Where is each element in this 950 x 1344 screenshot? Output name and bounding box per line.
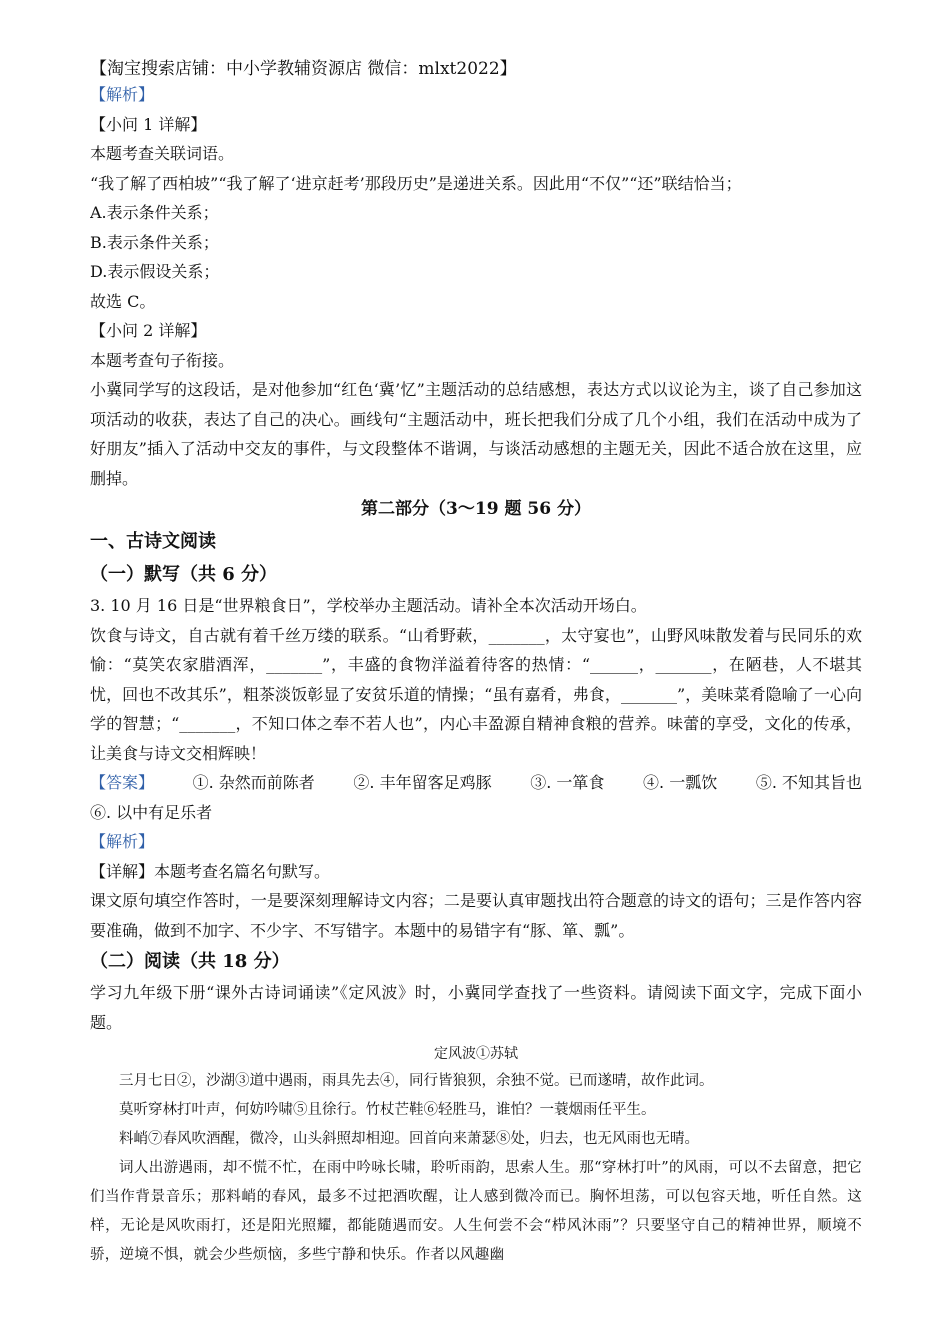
reading-intro: 学习九年级下册“课外古诗词诵读”《定风波》时，小冀同学查找了一些资料。请阅读下面文字，完成下面小题。 [90,983,862,1032]
sub2-title: （二）阅读（共 18 分） [90,951,290,972]
poem-stanza-2: 料峭⑦春风吹酒醒，微冷，山头斜照却相迎。回首向来萧瑟⑧处，归去，也无风雨也无晴。 [119,1131,699,1147]
q1-line-0: 本题考查关联词语。 [90,144,235,163]
q3-body: 饮食与诗文，自古就有着千丝万缕的联系。“山肴野蔌，_______，太守宴也”，山野风味散发着与民同乐的欢愉：“莫笑农家腊酒浑，_______”，丰盛的食物洋溢着待客的热情：“______，_______，在陋巷，人不堪其忧，回也不改其乐”，粗茶淡饭彰显了安贫乐道的情操；“虽有嘉肴，弗食，_______”，美味菜肴隐喻了一心向学的智慧；“_______，不知口体之奉不若人也”，内心丰盈源自精神食粮的营养。味蕾的享受，文化的传承，让美食与诗文交相辉映！ [90,625,862,763]
q3-detail-first: 本题考查名篇名句默写。 [154,861,331,881]
answer-label: 【答案】 [90,773,155,792]
q1-line-3: B.表示条件关系； [90,232,219,252]
q1-line-1: “我了解了西柏坡”“我了解了‘进京赶考’那段历史”是递进关系。因此用“不仅”“还”联结恰当； [90,173,742,193]
answer-6: ⑥. 以中有足乐者 [90,802,213,822]
sub1-title: （一）默写（共 6 分） [90,564,278,585]
answer-5: ⑤. 不知其旨也 [755,773,862,792]
analysis-label: 【解析】 [90,85,155,104]
q3-analysis-label: 【解析】 [90,832,155,851]
q1-line-5: 故选 C。 [90,291,156,311]
q1-line-4: D.表示假设关系； [90,262,220,281]
q1-detail-title: 【小问 1 详解】 [90,114,207,134]
store-header: 【淘宝搜索店铺：中小学教辅资源店 微信：mlxt2022】 [90,59,517,79]
poem-title: 定风波①苏轼 [434,1046,518,1062]
q3-detail-body: 课文原句填空作答时，一是要深刻理解诗文内容；二是要认真审题找出符合题意的诗文的语句；三是作答内容要准确，做到不加字、不少字、不写错字。本题中的易错字有“豚、箪、瓢”。 [90,891,862,940]
q2-detail-title: 【小问 2 详解】 [90,321,207,340]
section1-title: 一、古诗文阅读 [90,531,216,552]
q1-line-2: A.表示条件关系； [90,203,219,222]
answer-4: ④. 一瓢饮 [643,773,718,792]
q2-body: 小冀同学写的这段话，是对他参加“红色‘冀’忆”主题活动的总结感想，表达方式以议论为主，谈了自己参加这项活动的收获，表达了自己的决心。画线句“主题活动中，班长把我们分成了几个小组，我们在活动中成为了好朋友”插入了活动中交友的事件，与文段整体不谐调，与谈活动感想的主题无关，因此不适合放在这里，应删掉。 [90,380,862,488]
part2-title: 第二部分（3～19 题 56 分） [361,499,591,519]
q3-answer-row [90,768,862,798]
answer-3: ③. 一箪食 [530,773,605,792]
q3-detail-line [90,857,862,887]
q3-detail-label: 【详解】 [90,861,155,881]
poem-preface: 三月七日②，沙湖③道中遇雨，雨具先去④，同行皆狼狈，余独不觉。已而遂晴，故作此词。 [119,1073,714,1089]
answer-1: ①. 杂然而前陈者 [192,773,315,792]
answer-2: ②. 丰年留客足鸡豚 [353,773,492,792]
document-content [90,58,862,1270]
q3-stem: 3. 10 月 16 日是“世界粮食日”，学校举办主题活动。请补全本次活动开场白。 [90,596,647,615]
q2-intro: 本题考查句子衔接。 [90,350,235,370]
poem-stanza-1: 莫听穿林打叶声，何妨吟啸⑤且徐行。竹杖芒鞋⑥轻胜马，谁怕？一蓑烟雨任平生。 [119,1102,656,1118]
poem-commentary: 词人出游遇雨，却不慌不忙，在雨中吟咏长啸，聆听雨韵，思索人生。那“穿林打叶”的风雨，可以不去留意，把它们当作背景音乐；那料峭的春风，最多不过把酒吹醒，让人感到微冷而已。胸怀坦荡，可以包容天地，听任自然。这样，无论是风吹雨打，还是阳光照耀，都能随遇而安。人生何尝不会“栉风沐雨”？只要坚守自己的精神世界，顺境不骄，逆境不惧，就会少些烦恼，多些宁静和快乐。作者以风趣幽 [90,1160,862,1263]
